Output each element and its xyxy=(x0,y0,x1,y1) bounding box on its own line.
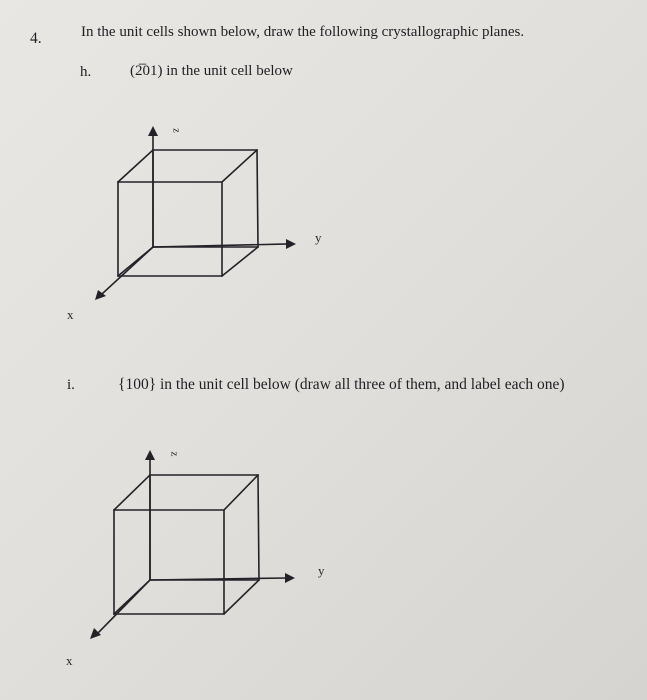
cube-edge xyxy=(224,475,258,510)
cube-edge xyxy=(114,475,150,510)
z-axis-label: z xyxy=(168,451,181,457)
y-axis-arrow xyxy=(285,573,295,583)
x-axis-label: x xyxy=(66,653,73,668)
z-axis-arrow xyxy=(145,450,155,460)
y-axis-label: y xyxy=(315,230,322,245)
part-h-label: h. xyxy=(80,64,92,80)
z-axis-label: z xyxy=(170,128,182,133)
x-axis-arrow xyxy=(90,628,101,639)
cube-edge xyxy=(224,580,259,614)
y-axis-label: y xyxy=(318,563,325,578)
cube-edge xyxy=(114,580,150,614)
question-text: In the unit cells shown below, draw the following crystallographic planes. xyxy=(81,24,525,40)
question-number: 4. xyxy=(30,30,42,47)
part-i-text: {100} in the unit cell below (draw all three of them, and label each one) xyxy=(118,376,565,393)
part-h-text: (2̅01) in the unit cell below xyxy=(130,63,293,79)
part-i-label: i. xyxy=(67,377,75,393)
x-axis-label: x xyxy=(67,307,74,322)
